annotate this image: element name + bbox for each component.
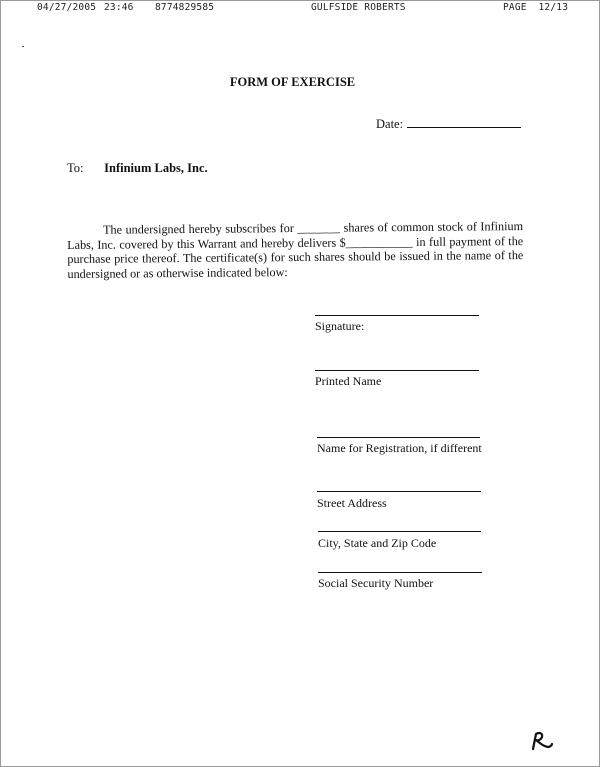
handwritten-initials-mark xyxy=(528,730,554,752)
recipient-line xyxy=(67,161,208,176)
ssn-label: Social Security Number xyxy=(318,576,434,590)
printed-name-line xyxy=(315,370,479,371)
fax-date: 04/27/2005 xyxy=(37,2,97,13)
fax-number: 8774829585 xyxy=(155,2,215,13)
city-state-zip-line xyxy=(318,531,481,532)
signature-label: Signature: xyxy=(315,319,365,333)
date-blank-line xyxy=(407,127,521,128)
printed-name-label: Printed Name xyxy=(315,374,382,388)
city-state-zip-label: City, State and Zip Code xyxy=(318,536,437,550)
street-address-label: Street Address xyxy=(317,496,387,510)
subscription-text: The undersigned hereby subscribes for _______ shares of common stock of Infinium Labs, Inc. covered by this Warrant and hereby delivers $___________ in full payment of the purchase price thereof. The certificate(s) for such shares should be issued in the name of the undersigned or as otherwise indicated below: xyxy=(67,219,524,281)
scan-speck xyxy=(22,46,24,47)
ssn-line xyxy=(318,572,482,573)
street-address-line xyxy=(317,491,481,492)
signature-line xyxy=(315,315,479,316)
subscription-paragraph xyxy=(67,219,523,281)
page-title: FORM OF EXERCISE xyxy=(229,75,356,89)
fax-page-indicator: PAGE 12/13 xyxy=(503,2,569,13)
to-label: To: xyxy=(67,161,84,175)
recipient-company: Infinium Labs, Inc. xyxy=(104,161,208,175)
fax-header xyxy=(0,2,600,16)
registration-name-label: Name for Registration, if different xyxy=(317,441,482,455)
fax-sender: GULFSIDE ROBERTS xyxy=(311,2,406,13)
date-label: Date: xyxy=(376,117,404,131)
registration-name-line xyxy=(317,437,480,438)
fax-time: 23:46 xyxy=(104,2,134,13)
